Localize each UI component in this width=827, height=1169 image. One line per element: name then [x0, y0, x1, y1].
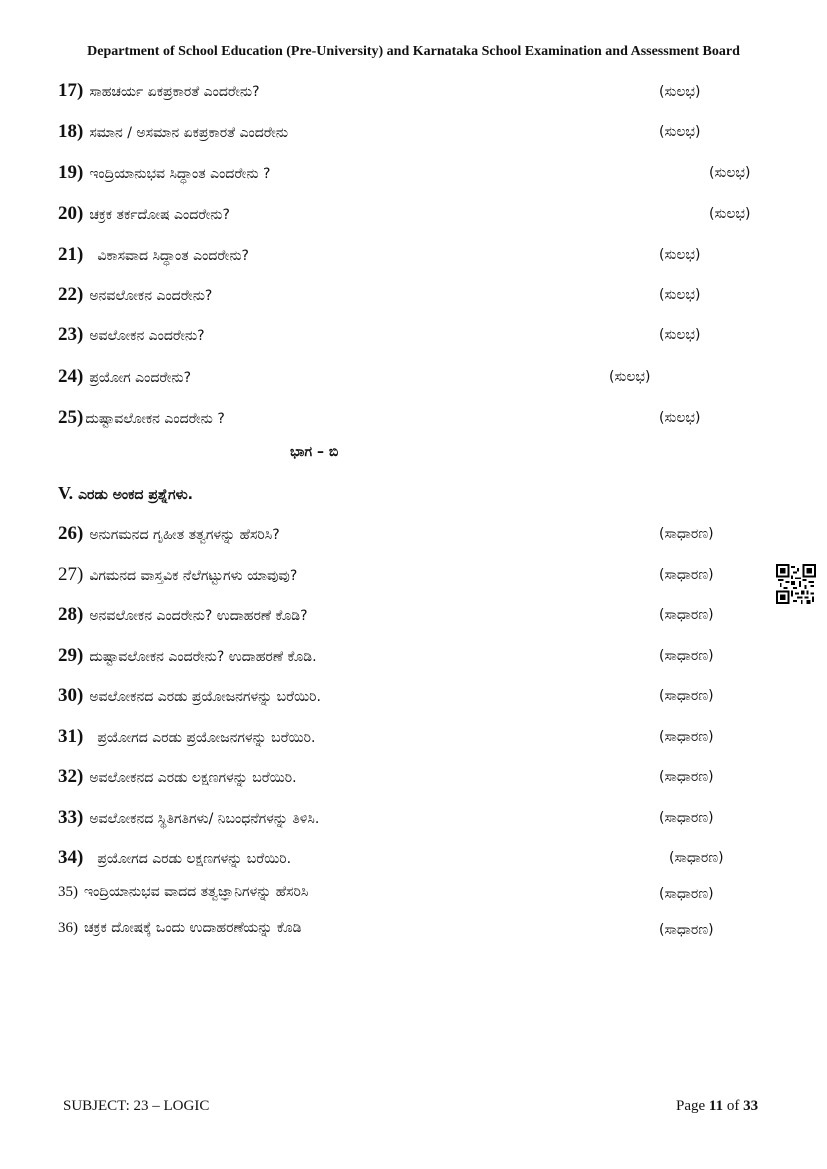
- question-text: ಅವಲೋಕನ ಎಂದರೇನು?: [89, 328, 205, 344]
- question-17: [58, 80, 260, 102]
- question-number: 27): [58, 564, 84, 585]
- difficulty-label: (ಸುಲಭ): [609, 369, 651, 385]
- question-text: ಸಾಹಚರ್ಯ ಏಕಪ್ರಕಾರತೆ ಎಂದರೇನು?: [89, 84, 260, 100]
- difficulty-label: (ಸುಲಭ): [659, 84, 701, 100]
- difficulty-label: (ಸಾಧಾರಣ): [659, 810, 714, 826]
- question-19: [58, 162, 270, 184]
- qr-code-icon: [776, 564, 816, 604]
- question-31: [58, 726, 315, 748]
- difficulty-label: (ಸಾಧಾರಣ): [659, 526, 714, 542]
- question-text: ಇಂದ್ರಿಯಾನುಭವ ವಾದದ ತತ್ವಜ್ಞಾನಿಗಳನ್ನು ಹೆಸರಿಸಿ: [84, 884, 309, 900]
- section-title: ಎರಡು ಅಂಕದ ಪ್ರಶ್ನೆಗಳು.: [78, 487, 194, 503]
- question-number: 21): [58, 244, 84, 265]
- question-number: 20): [58, 203, 84, 224]
- question-number: 23): [58, 324, 84, 345]
- question-number: 35): [58, 884, 78, 900]
- question-33: [58, 807, 319, 829]
- difficulty-label: (ಸುಲಭ): [659, 410, 701, 426]
- question-21: [58, 244, 249, 266]
- question-number: 29): [58, 645, 84, 666]
- question-text: ವಿಗಮನದ ವಾಸ್ತವಿಕ ನೆಲೆಗಟ್ಟುಗಳು ಯಾವುವು?: [89, 568, 298, 584]
- question-text: ಅನವಲೋಕನ ಎಂದರೇನು? ಉದಾಹರಣೆ ಕೊಡಿ?: [89, 608, 308, 624]
- question-24: [58, 366, 191, 388]
- difficulty-label: (ಸುಲಭ): [709, 165, 751, 181]
- question-number: 18): [58, 121, 84, 142]
- page-label: Page: [676, 1098, 706, 1114]
- page-header: Department of School Education (Pre-University) and Karnataka School Examination and Assessment Board: [87, 44, 740, 59]
- difficulty-label: (ಸುಲಭ): [659, 124, 701, 140]
- difficulty-label: (ಸಾಧಾರಣ): [659, 729, 714, 745]
- question-text: ಚಕ್ರಕ ದೋಷಕ್ಕೆ ಒಂದು ಉದಾಹರಣೆಯನ್ನು ಕೊಡಿ: [84, 920, 302, 936]
- question-number: 28): [58, 604, 84, 625]
- difficulty-label: (ಸುಲಭ): [709, 206, 751, 222]
- question-text: ಪ್ರಯೋಗದ ಎರಡು ಲಕ್ಷಣಗಳನ್ನು ಬರೆಯಿರಿ.: [97, 851, 292, 867]
- question-text: ಪ್ರಯೋಗ ಎಂದರೇನು?: [89, 370, 192, 386]
- question-35: [58, 884, 308, 901]
- difficulty-label: (ಸಾಧಾರಣ): [669, 850, 724, 866]
- question-18: [58, 121, 288, 143]
- difficulty-label: (ಸಾಧಾರಣ): [659, 567, 714, 583]
- current-page: 11: [708, 1098, 724, 1114]
- difficulty-label: (ಸಾಧಾರಣ): [659, 922, 714, 938]
- question-number: 33): [58, 807, 84, 828]
- difficulty-label: (ಸುಲಭ): [659, 247, 701, 263]
- question-number: 24): [58, 366, 84, 387]
- footer-subject: SUBJECT: 23 – LOGIC: [63, 1098, 210, 1114]
- question-text: ಇಂದ್ರಿಯಾನುಭವ ಸಿದ್ಧಾಂತ ಎಂದರೇನು ?: [89, 166, 271, 182]
- question-number: 22): [58, 284, 84, 305]
- question-text: ದುಷ್ಟಾವಲೋಕನ ಎಂದರೇನು ?: [85, 411, 225, 427]
- question-number: 31): [58, 726, 84, 747]
- question-text: ಅವಲೋಕನದ ಎರಡು ಲಕ್ಷಣಗಳನ್ನು ಬರೆಯಿರಿ.: [89, 770, 297, 786]
- difficulty-label: (ಸಾಧಾರಣ): [659, 886, 714, 902]
- of-label: of: [726, 1098, 740, 1114]
- question-text: ಅನವಲೋಕನ ಎಂದರೇನು?: [89, 288, 213, 304]
- question-36: [58, 920, 301, 937]
- question-number: 19): [58, 162, 84, 183]
- question-number: 30): [58, 685, 84, 706]
- question-29: [58, 645, 317, 667]
- difficulty-label: (ಸುಲಭ): [659, 327, 701, 343]
- question-text: ಪ್ರಯೋಗದ ಎರಡು ಪ್ರಯೋಜನಗಳನ್ನು ಬರೆಯಿರಿ.: [97, 730, 316, 746]
- question-number: 32): [58, 766, 84, 787]
- question-number: 17): [58, 80, 84, 101]
- question-text: ದುಷ್ಟಾವಲೋಕನ ಎಂದರೇನು? ಉದಾಹರಣೆ ಕೊಡಿ.: [89, 649, 317, 665]
- question-26: [58, 523, 280, 545]
- part-heading: ಭಾಗ – ಬಿ: [290, 444, 339, 460]
- question-23: [58, 324, 205, 346]
- section-roman-numeral: V.: [58, 483, 74, 503]
- question-text: ವಿಕಾಸವಾದ ಸಿದ್ಧಾಂತ ಎಂದರೇನು?: [97, 248, 249, 264]
- question-text: ಅನುಗಮನದ ಗೃಹೀತ ತತ್ವಗಳನ್ನು ಹೆಸರಿಸಿ?: [89, 527, 280, 543]
- question-20: [58, 203, 230, 225]
- difficulty-label: (ಸಾಧಾರಣ): [659, 769, 714, 785]
- question-number: 26): [58, 523, 84, 544]
- difficulty-label: (ಸಾಧಾರಣ): [659, 648, 714, 664]
- question-34: [58, 847, 291, 869]
- question-text: ಅವಲೋಕನದ ಎರಡು ಪ್ರಯೋಜನಗಳನ್ನು ಬರೆಯಿರಿ.: [89, 689, 321, 705]
- question-text: ಚಕ್ರಕ ತರ್ಕದೋಷ ಎಂದರೇನು?: [89, 207, 230, 223]
- difficulty-label: (ಸಾಧಾರಣ): [659, 607, 714, 623]
- question-number: 36): [58, 920, 78, 936]
- question-text: ಅವಲೋಕನದ ಸ್ಥಿತಿಗತಿಗಳು/ ನಿಬಂಧನೆಗಳನ್ನು ತಿಳಿಸಿ.: [89, 811, 320, 827]
- question-30: [58, 685, 321, 707]
- section-heading: [58, 483, 193, 504]
- question-number: 25): [58, 407, 84, 428]
- question-28: [58, 604, 308, 626]
- difficulty-label: (ಸಾಧಾರಣ): [659, 688, 714, 704]
- question-25: [58, 407, 225, 429]
- total-pages: 33: [743, 1098, 759, 1114]
- question-27: [58, 564, 297, 586]
- question-22: [58, 284, 212, 306]
- question-32: [58, 766, 297, 788]
- question-number: 34): [58, 847, 84, 868]
- question-text: ಸಮಾನ / ಅಸಮಾನ ಏಕಪ್ರಕಾರತೆ ಎಂದರೇನು: [89, 125, 289, 141]
- difficulty-label: (ಸುಲಭ): [659, 287, 701, 303]
- footer-page-number: [676, 1098, 758, 1115]
